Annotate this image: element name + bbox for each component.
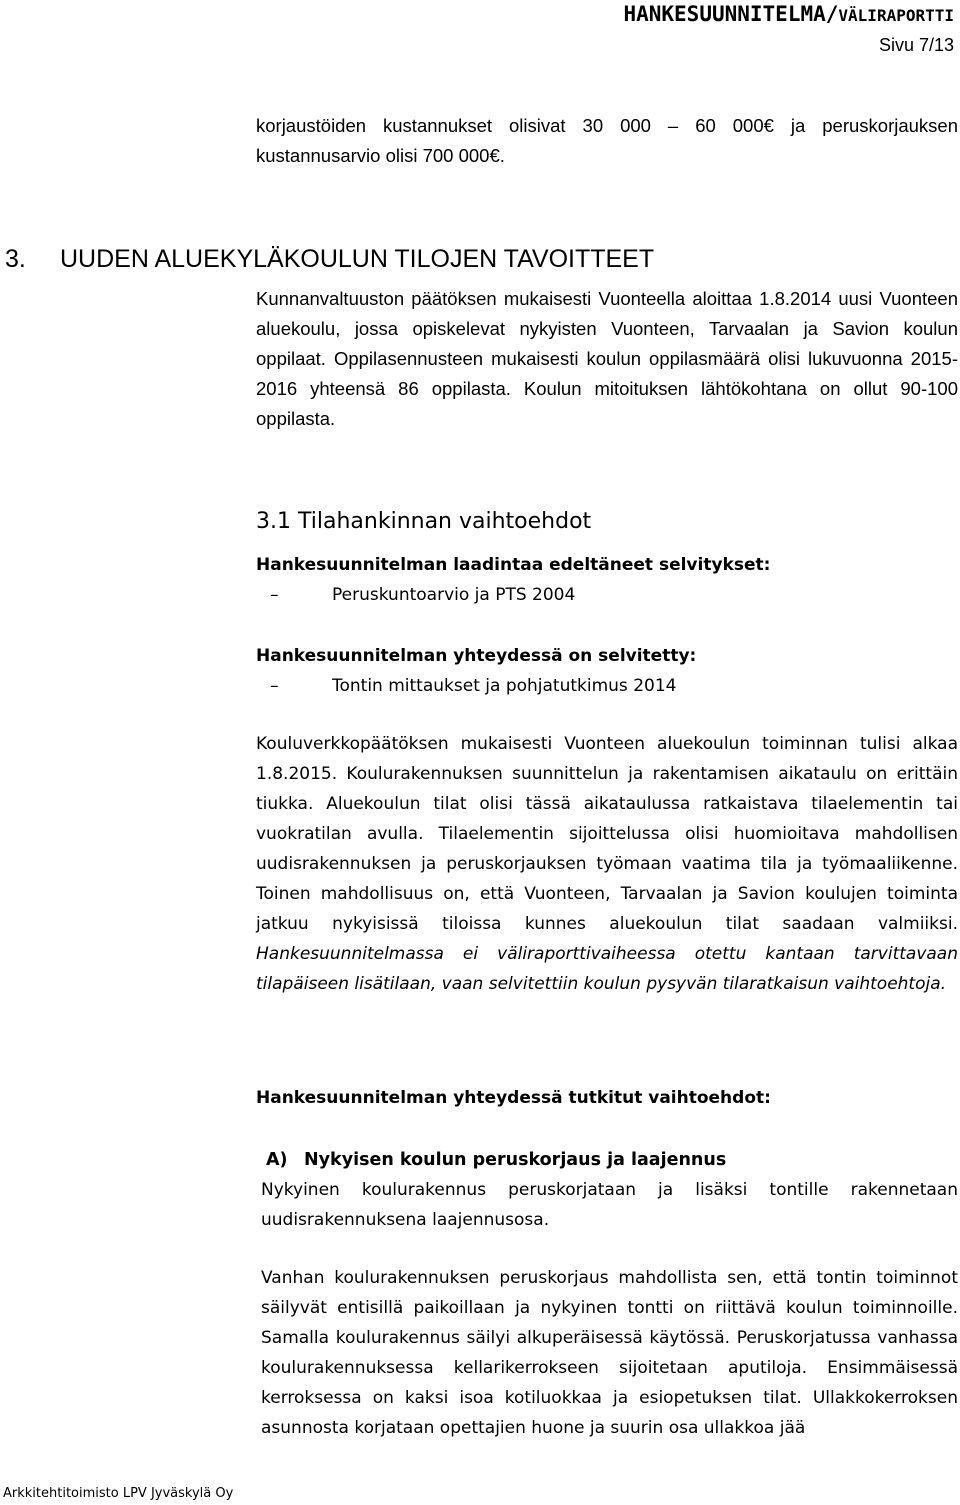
studied-item-text: Tontin mittaukset ja pohjatutkimus 2014 <box>332 676 677 696</box>
section-3-1-title: Tilahankinnan vaihtoehdot <box>298 509 592 534</box>
document-title-main: HANKESUUNNITELMA/ <box>623 2 839 26</box>
option-a-paragraph-1: Nykyinen koulurakennus peruskorjataan ja lisäksi tontille rakennetaan uudisrakennuksena laajennusosa. <box>261 1180 958 1230</box>
page-header <box>623 2 954 58</box>
document-title <box>623 2 954 28</box>
option-a-letter: A) <box>266 1150 288 1170</box>
section-3-paragraph: Kunnanvaltuuston päätöksen mukaisesti Vuonteella aloittaa 1.8.2014 uusi Vuonteen aluekoulu, jossa opiskelevat nykyisten Vuonteen, Tarvaalan ja Savion koulun oppilaat. Oppilasennusteen mukaisesti koulun oppilasmäärä olisi lukuvuonna 2015-2016 yhteensä 86 oppilasta. Koulun mitoituksen lähtökohtana on ollut 90-100 oppilasta. <box>256 288 958 429</box>
page-footer: Arkkitehtitoimisto LPV Jyväskylä Oy <box>3 1486 234 1501</box>
schedule-paragraph-text: Kouluverkkopäätöksen mukaisesti Vuonteen aluekoulun toiminnan tulisi alkaa 1.8.2015. Koulurakennuksen suunnittelun ja rakentamisen aikataulu on erittäin tiukka. Aluekoulun tilat olisi tässä aikataulussa ratkaistava tilaelementin tai vuokratilan avulla. Tilaelementin sijoittelussa olisi huomioitava mahdollisen uudisrakennuksen ja peruskorjauksen työmaan vaatima tila ja työmaaliikenne. Toinen mahdollisuus on, että Vuonteen, Tarvaalan ja Savion koulujen toiminta jatkuu nykyisissä tiloissa kunnes aluekoulun tilat saadaan valmiiksi. <box>256 734 958 934</box>
studied-heading: Hankesuunnitelman yhteydessä on selvitetty: <box>256 646 697 666</box>
schedule-paragraph <box>256 729 958 999</box>
section-3-heading <box>5 243 654 275</box>
page-number: Sivu 7/13 <box>878 35 954 55</box>
section-3-1-heading <box>256 506 591 538</box>
prior-studies-item <box>270 580 575 610</box>
studied-item <box>270 671 676 701</box>
schedule-paragraph-italic: Hankesuunnitelmassa ei väliraporttivaiheessa otettu kantaan tarvittavaan tilapäiseen lisätilaan, vaan selvitettiin koulun pysyvän tilaratkaisun vaihtoehtoja. <box>256 944 958 994</box>
option-a-heading <box>266 1145 726 1175</box>
section-3-title: UUDEN ALUEKYLÄKOULUN TILOJEN TAVOITTEET <box>60 245 655 273</box>
option-a-paragraph-2: Vanhan koulurakennuksen peruskorjaus mahdollista sen, että tontin toiminnot säilyvät entisillä paikoillaan ja nykyinen tontti on riittävä koulun toiminnoille. Samalla koulurakennus säilyi alkuperäisessä käytössä. Peruskorjatussa vanhassa koulurakennuksessa kellarikerrokseen sijoitetaan aputiloja. Ensimmäisessä kerroksessa on kaksi isoa kotiluokkaa ja esiopetuksen tilat. Ullakkokerroksen asunnosta korjataan opettajien huone ja suurin osa ullakkoa jää <box>261 1268 958 1438</box>
intro-paragraph: korjaustöiden kustannukset olisivat 30 000 – 60 000€ ja peruskorjauksen kustannusarvio olisi 700 000€. <box>256 115 958 166</box>
prior-studies-item-text: Peruskuntoarvio ja PTS 2004 <box>332 585 576 605</box>
section-3-1-number: 3.1 <box>256 509 291 534</box>
option-a-title: Nykyisen koulun peruskorjaus ja laajennus <box>304 1150 727 1170</box>
section-3-number: 3. <box>5 245 26 273</box>
dash-bullet-icon: – <box>270 676 279 696</box>
alternatives-heading: Hankesuunnitelman yhteydessä tutkitut vaihtoehdot: <box>256 1088 771 1108</box>
dash-bullet-icon: – <box>270 585 279 605</box>
prior-studies-heading: Hankesuunnitelman laadintaa edeltäneet selvitykset: <box>256 555 771 575</box>
document-title-sub: VÄLIRAPORTTI <box>838 6 954 25</box>
